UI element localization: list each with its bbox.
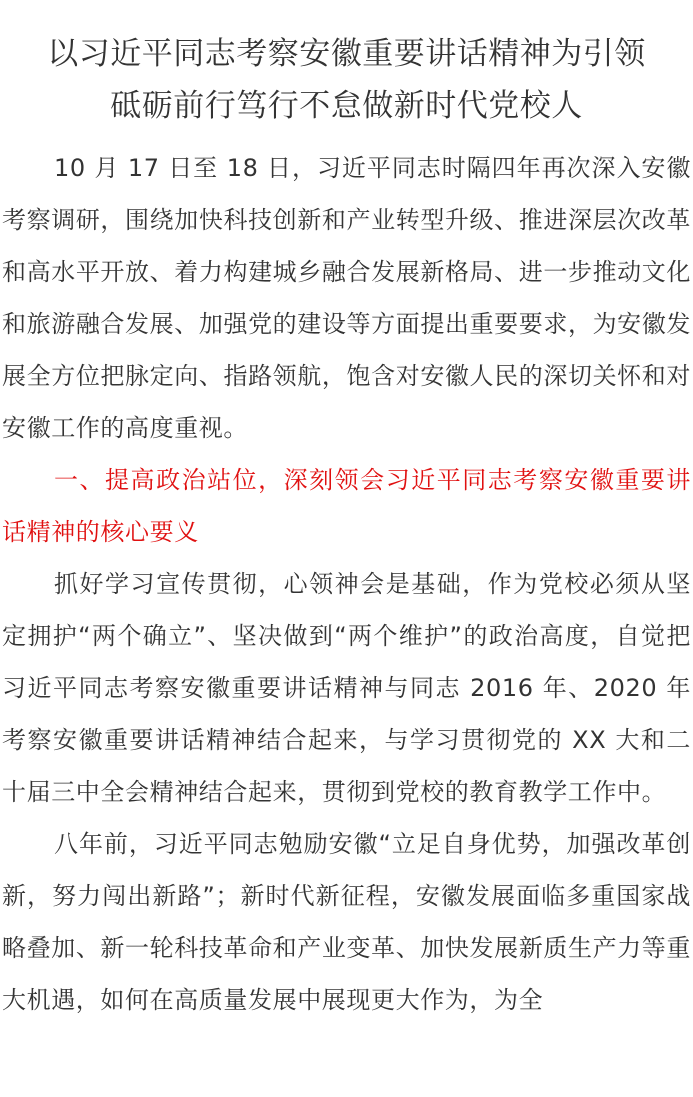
paragraph-study: 抓好学习宣传贯彻，心领神会是基础，作为党校必须从坚定拥护“两个确立”、坚决做到“两个维护”的政治高度，自觉把习近平同志考察安徽重要讲话精神与同志 2016 年、2020 年考察安徽重要讲话精神结合起来，与学习贯彻党的 XX 大和二十届三中全会精神结合起来，贯彻到党校的教育教学工作中。	[2, 570, 691, 806]
article-body	[0, 142, 693, 1026]
title-line-1: 以习近平同志考察安徽重要讲话精神为引领	[47, 36, 646, 72]
paragraph-intro: 10 月 17 日至 18 日，习近平同志时隔四年再次深入安徽考察调研，围绕加快科技创新和产业转型升级、推进深层次改革和高水平开放、着力构建城乡融合发展新格局、进一步推动文化和旅游融合发展、加强党的建设等方面提出重要要求，为安徽发展全方位把脉定向、指路领航，饱含对安徽人民的深切关怀和对安徽工作的高度重视。	[2, 154, 691, 442]
article-title	[0, 0, 693, 132]
section-heading-1: 一、提高政治站位，深刻领会习近平同志考察安徽重要讲话精神的核心要义	[2, 466, 691, 546]
paragraph-eight-years: 八年前，习近平同志勉励安徽“立足自身优势，加强改革创新，努力闯出新路”；新时代新征程，安徽发展面临多重国家战略叠加、新一轮科技革命和产业变革、加快发展新质生产力等重大机遇，如何在高质量发展中展现更大作为，为全	[2, 830, 691, 1014]
title-line-2: 砥砺前行笃行不怠做新时代党校人	[110, 88, 583, 124]
